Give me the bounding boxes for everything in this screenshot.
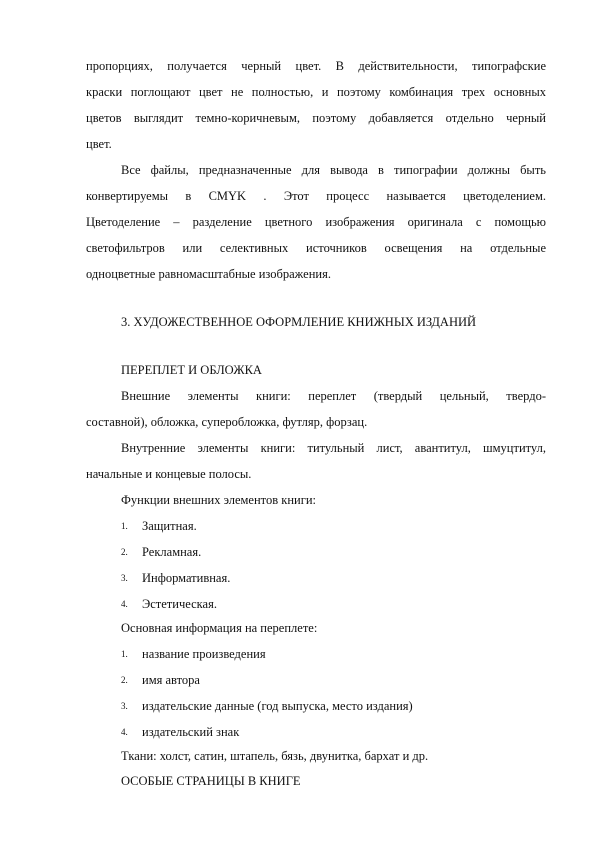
list-item-number: 2.	[121, 547, 128, 557]
list-item: Информативная.	[142, 571, 231, 585]
special-pages-heading: ОСОБЫЕ СТРАНИЦЫ В КНИГЕ	[121, 774, 301, 788]
subheading-binding: ПЕРЕПЛЕТ И ОБЛОЖКА	[121, 363, 262, 377]
paragraph-line: составной), обложка, суперобложка, футляр, форзац.	[86, 415, 368, 429]
list-item: издательские данные (год выпуска, место издания)	[142, 699, 413, 713]
list-item-number: 1.	[121, 521, 128, 531]
paragraph-line: пропорциях, получается черный цвет. В действительности, типографские	[86, 59, 546, 73]
paragraph-line: краски поглощают цвет не полностью, и поэтому комбинация трех основных	[86, 85, 546, 99]
paragraph-line: одноцветные равномасштабные изображения.	[86, 267, 331, 281]
list-item-number: 1.	[121, 649, 128, 659]
functions-heading: Функции внешних элементов книги:	[121, 493, 316, 507]
list-item: Эстетическая.	[142, 597, 217, 611]
paragraph-line: Все файлы, предназначенные для вывода в типографии должны быть	[121, 163, 546, 177]
paragraph-line: цветов выглядит темно-коричневым, поэтому добавляется отдельно черный	[86, 111, 546, 125]
paragraph-line: светофильтров или селективных источников освещения на отдельные	[86, 241, 546, 255]
paragraph-line: Внутренние элементы книги: титульный лист, авантитул, шмуцтитул,	[121, 441, 546, 455]
list-item: Рекламная.	[142, 545, 202, 559]
list-item: имя автора	[142, 673, 200, 687]
list-item: Защитная.	[142, 519, 197, 533]
fabrics-line: Ткани: холст, сатин, штапель, бязь, двунитка, бархат и др.	[121, 749, 429, 763]
binding-info-heading: Основная информация на переплете:	[121, 621, 318, 635]
paragraph-line: Цветоделение – разделение цветного изображения оригинала с помощью	[86, 215, 546, 229]
paragraph-line: конвертируемы в CMYK . Этот процесс называется цветоделением.	[86, 189, 546, 203]
paragraph-line: начальные и концевые полосы.	[86, 467, 252, 481]
list-item: название произведения	[142, 647, 266, 661]
section-heading: 3. ХУДОЖЕСТВЕННОЕ ОФОРМЛЕНИЕ КНИЖНЫХ ИЗДАНИЙ	[121, 315, 477, 329]
list-item-number: 3.	[121, 573, 128, 583]
list-item-number: 2.	[121, 675, 128, 685]
list-item-number: 4.	[121, 727, 128, 737]
paragraph-line: Внешние элементы книги: переплет (твердый цельный, твердо-	[121, 389, 546, 403]
paragraph-line: цвет.	[86, 137, 112, 151]
list-item: издательский знак	[142, 725, 240, 739]
list-item-number: 4.	[121, 599, 128, 609]
list-item-number: 3.	[121, 701, 128, 711]
